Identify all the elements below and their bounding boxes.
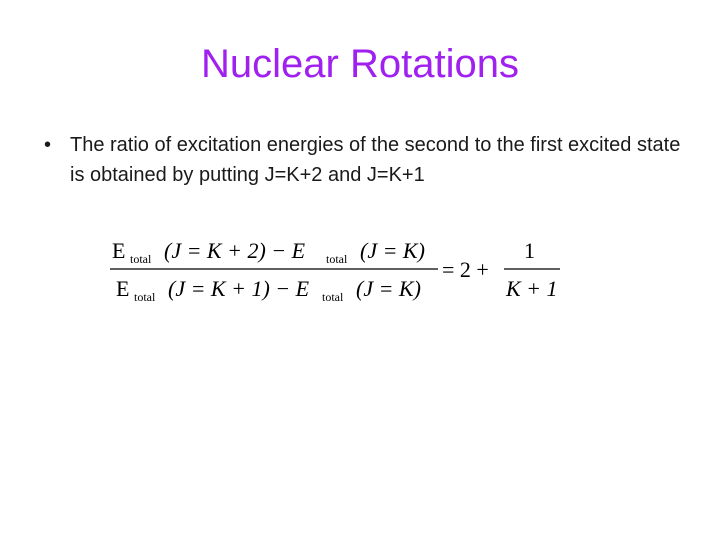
num-sub2: total [326, 252, 348, 266]
num-sub1: total [130, 252, 152, 266]
equation-graphic [110, 236, 570, 306]
slide-title: Nuclear Rotations [201, 42, 519, 86]
num-arg1: (J = K + 2) − E [164, 238, 306, 263]
rhs-numerator: 1 [524, 238, 535, 263]
num-arg2: (J = K) [360, 238, 425, 263]
bullet-text: The ratio of excitation energies of the second to the first excited state is obtained by putting J=K+2 and J=K+1 [70, 134, 681, 186]
ratio-equation [110, 236, 570, 306]
rhs-denominator: K + 1 [506, 276, 558, 301]
den-arg1: (J = K + 1) − E [168, 276, 310, 301]
bullet-item [44, 130, 684, 190]
num-e1: E [112, 238, 126, 263]
equals-two-plus: = 2 + [442, 257, 489, 282]
den-sub1: total [134, 290, 156, 304]
den-sub2: total [322, 290, 344, 304]
den-arg2: (J = K) [356, 276, 421, 301]
bullet-mark: • [44, 134, 52, 156]
den-e1: E [116, 276, 130, 301]
